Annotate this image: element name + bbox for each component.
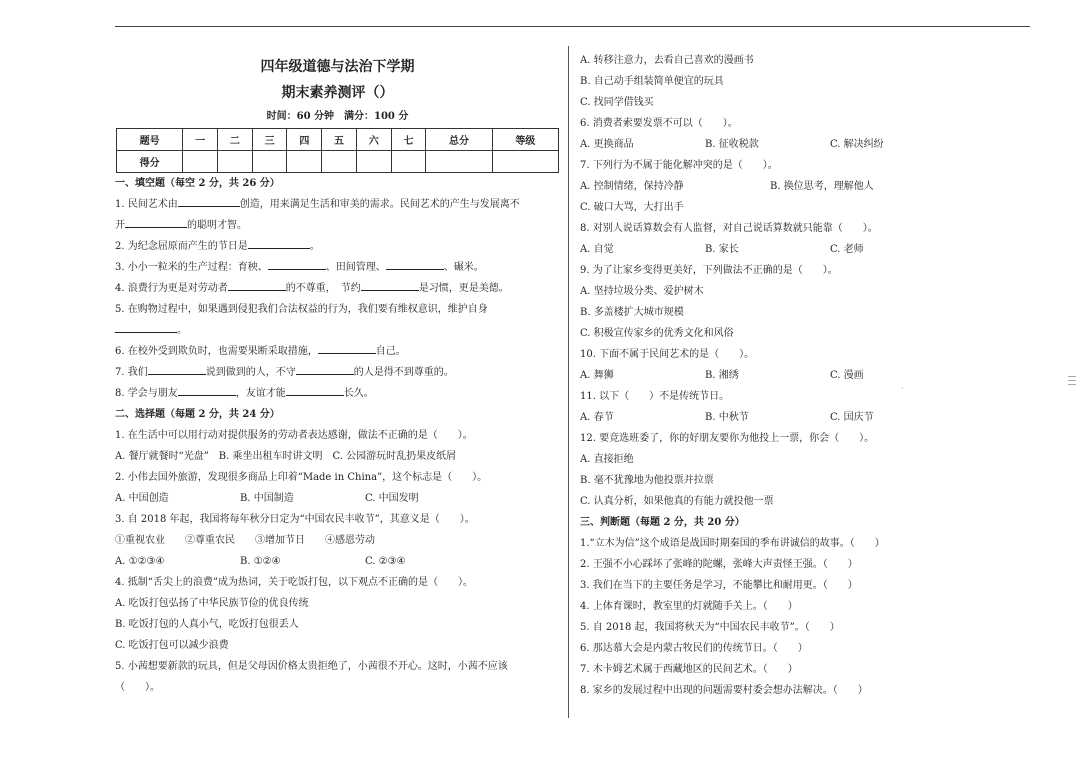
choice-question-3-options [115,551,560,572]
option-a: A. 更换商品 [580,139,634,150]
score-row-label: 得分 [117,151,183,173]
option-b: B. ①②④ [240,556,281,567]
choice-question-8: 8. 对别人说话算数会有人监督，对自己说话算数就只能靠（ ）。 [580,223,878,234]
choice-question-1-options: A. 餐厅就餐时“光盘” B. 乘坐出租车时讲文明 C. 公园游玩时乱扔果皮纸屑 [115,451,457,462]
choice-question-10-options [580,365,1020,386]
exam-title: 四年级道德与法治下学期 [260,59,415,75]
left-column [115,50,560,698]
choice-question-1: 1. 在生活中可以用行动对提供服务的劳动者表达感谢，做法不正确的是（ ）。 [115,430,473,441]
choice-question-9-option-a: A. 坚持垃圾分类、爱护树木 [580,286,704,297]
option-b: B. 家长 [705,244,739,255]
choice-question-5: 5. 小茜想要新款的玩具，但是父母因价格太贵拒绝了，小茜很不开心。这时，小茜不应该 [115,661,508,672]
choice-question-11: 11. 以下（ ）不是传统节日。 [580,391,730,402]
score-table [116,128,559,173]
answer-blank[interactable] [268,257,326,270]
choice-question-12: 12. 要竞选班委了，你的好朋友要你为他投上一票，你会（ ）。 [580,433,875,444]
choice-question-7-option-c: C. 破口大骂，大打出手 [580,202,684,213]
choice-question-2-options [115,488,560,509]
fill-question-5: 5. 在购物过程中，如果遇到侵犯我们合法权益的行为，我们要有维权意识，维护自身 [115,304,488,315]
score-cell[interactable] [287,151,322,173]
exam-subtitle: 期末素养测评（） [281,85,394,101]
score-header-cell: 一 [183,129,218,151]
option-c: C. 中国发明 [365,493,419,504]
fill-question-6: 6. 在校外受到欺负时，也需要果断采取措施， 自己。 [115,341,560,362]
score-cell[interactable] [356,151,391,173]
section1-heading: 一、填空题（每空 2 分，共 26 分） [115,178,280,189]
score-header-cell: 五 [322,129,357,151]
choice-question-3-items: ①重视农业 ②尊重农民 ③增加节日 ④感恩劳动 [115,535,375,546]
right-column [580,50,1020,701]
fill-question-1-cont: 开 的聪明才智。 [115,215,560,236]
option-a: A. 控制情绪，保持冷静 [580,181,684,192]
option-b: B. 征收税款 [705,139,759,150]
fill-question-7: 7. 我们 说到做到的人，不守 的人是得不到尊重的。 [115,362,560,383]
choice-question-5-option-b: B. 自己动手组装简单便宜的玩具 [580,76,724,87]
score-header-cell: 六 [356,129,391,151]
choice-question-2: 2. 小伟去国外旅游，发现很多商品上印着“Made in China”，这个标志是（ ）。 [115,472,488,483]
option-b: B. 换位思考，理解他人 [770,181,874,192]
choice-question-4-option-b: B. 吃饭打包的人真小气，吃饭打包很丢人 [115,619,299,630]
score-header-cell: 七 [391,129,426,151]
score-header-cell: 题号 [117,129,183,151]
answer-blank[interactable] [125,215,187,228]
option-b: B. 中国制造 [240,493,294,504]
choice-question-6-options [580,134,1020,155]
option-c: C. 老师 [830,244,864,255]
choice-question-5-end: （ ）。 [115,682,160,693]
edge-mark [1068,376,1076,390]
judge-question-7: 7. 木卡姆艺术属于西藏地区的民间艺术。（ ） [580,664,798,675]
option-a: A. ①②③④ [115,556,165,567]
answer-blank[interactable] [386,257,444,270]
choice-question-12-option-a: A. 直接拒绝 [580,454,634,465]
choice-question-7: 7. 下列行为不属于能化解冲突的是（ ）。 [580,160,778,171]
scan-mark: · [901,384,904,393]
section3-heading: 三、判断题（每题 2 分，共 20 分） [580,517,745,528]
judge-question-8: 8. 家乡的发展过程中出现的问题需要村委会想办法解决。（ ） [580,685,868,696]
choice-question-12-option-c: C. 认真分析，如果他真的有能力就投他一票 [580,496,774,507]
option-c: C. 解决纠纷 [830,139,884,150]
choice-question-9: 9. 为了让家乡变得更美好，下列做法不正确的是（ ）。 [580,265,838,276]
judge-question-1: 1.“立木为信”这个成语是战国时期秦国的季布讲诚信的故事。（ ） [580,538,885,549]
fill-question-3: 3. 小小一粒米的生产过程：育秧、 、田间管理、 、碾米。 [115,257,560,278]
fill-question-2: 2. 为纪念屈原而产生的节日是 。 [115,236,560,257]
answer-blank[interactable] [296,362,354,375]
answer-blank[interactable] [178,194,240,207]
option-a: A. 舞狮 [580,370,614,381]
answer-blank[interactable] [286,383,344,396]
choice-question-4-option-c: C. 吃饭打包可以减少浪费 [115,640,229,651]
option-a: A. 春节 [580,412,614,423]
judge-question-6: 6. 那达慕大会是内蒙古牧民们的传统节日。（ ） [580,643,808,654]
option-c: C. 漫画 [830,370,864,381]
score-header-cell: 二 [218,129,253,151]
choice-question-7-options [580,176,1020,197]
score-header-cell: 三 [252,129,287,151]
score-table-row [117,151,559,173]
choice-question-9-option-b: B. 多盖楼扩大城市规模 [580,307,684,318]
score-cell[interactable] [492,151,558,173]
option-b: B. 湘绣 [705,370,739,381]
fill-question-4: 4. 浪费行为更是对劳动者 的不尊重， 节约 是习惯，更是美德。 [115,278,560,299]
choice-question-3: 3. 自 2018 年起，我国将每年秋分日定为“中国农民丰收节”，其意义是（ ）。 [115,514,475,525]
option-a: A. 中国创造 [115,493,169,504]
judge-question-2: 2. 王强不小心踩坏了张峰的陀螺，张峰大声责怪王强。（ ） [580,559,858,570]
score-cell[interactable] [391,151,426,173]
score-table-header-row [117,129,559,151]
choice-question-4: 4. 抵制“舌尖上的浪费”成为热词，关于吃饭打包，以下观点不正确的是（ ）。 [115,577,473,588]
score-cell[interactable] [183,151,218,173]
judge-question-4: 4. 上体育课时，教室里的灯就随手关上。（ ） [580,601,798,612]
option-b: B. 中秋节 [705,412,749,423]
judge-question-5: 5. 自 2018 起，我国将秋天为“中国农民丰收节”。（ ） [580,622,840,633]
exam-info: 时间：60 分钟 满分：100 分 [266,111,409,122]
choice-question-5-option-c: C. 找同学借钱买 [580,97,654,108]
score-header-cell: 总分 [426,129,492,151]
answer-blank[interactable] [178,383,236,396]
option-c: C. ②③④ [365,556,406,567]
choice-question-4-option-a: A. 吃饭打包弘扬了中华民族节俭的优良传统 [115,598,309,609]
answer-blank[interactable] [361,278,419,291]
choice-question-5-option-a: A. 转移注意力，去看自己喜欢的漫画书 [580,55,754,66]
section2-heading: 二、选择题（每题 2 分，共 24 分） [115,409,280,420]
column-divider [568,46,569,718]
choice-question-8-options [580,239,1020,260]
answer-blank[interactable] [248,236,310,249]
option-a: A. 自觉 [580,244,614,255]
score-cell[interactable] [218,151,253,173]
score-header-cell: 等级 [492,129,558,151]
score-cell[interactable] [322,151,357,173]
fill-question-8: 8. 学会与朋友 ，友谊才能 长久。 [115,383,560,404]
score-cell[interactable] [252,151,287,173]
answer-blank[interactable] [148,362,206,375]
fill-question-1: 1. 民间艺术由 创造，用来满足生活和审美的需求。民间艺术的产生与发展离不 [115,194,560,215]
choice-question-6: 6. 消费者索要发票不可以（ ）。 [580,118,738,129]
score-cell[interactable] [426,151,492,173]
choice-question-9-option-c: C. 积极宣传家乡的优秀文化和风俗 [580,328,734,339]
answer-blank[interactable] [318,341,376,354]
option-c: C. 国庆节 [830,412,874,423]
score-header-cell: 四 [287,129,322,151]
answer-blank[interactable] [115,320,177,333]
judge-question-3: 3. 我们在当下的主要任务是学习，不能攀比和耐用更。（ ） [580,580,858,591]
choice-question-12-option-b: B. 毫不犹豫地为他投票并拉票 [580,475,714,486]
answer-blank[interactable] [228,278,286,291]
fill-question-5-cont: 。 [115,320,560,341]
top-rule [115,26,1030,27]
choice-question-11-options [580,407,1020,428]
choice-question-10: 10. 下面不属于民间艺术的是（ ）。 [580,349,755,360]
